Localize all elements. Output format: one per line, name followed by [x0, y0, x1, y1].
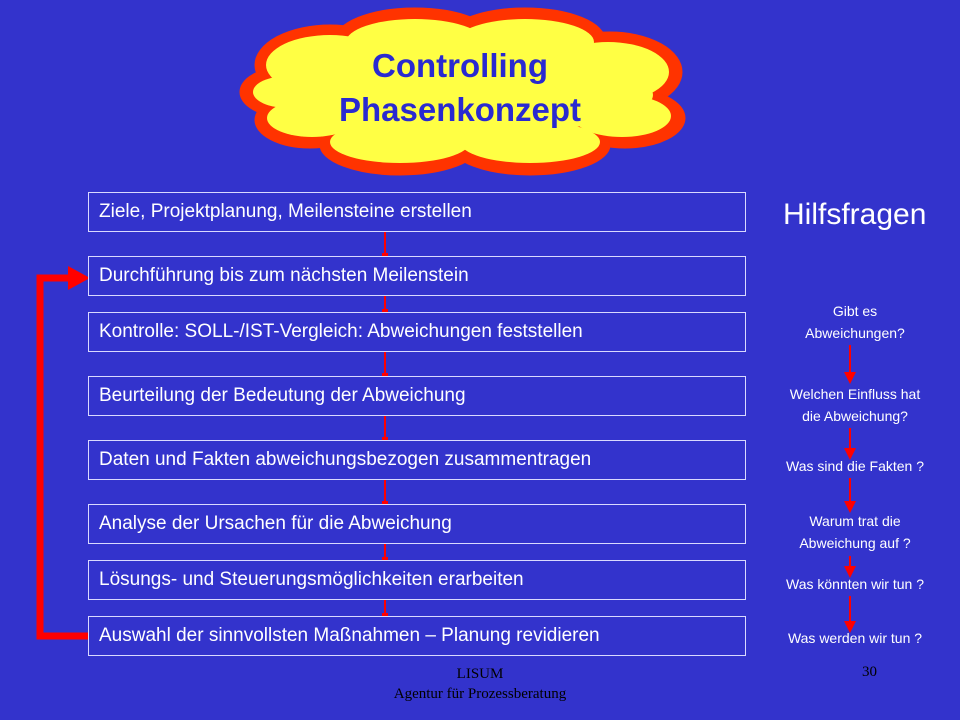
- question-2: [750, 383, 960, 427]
- hilfsfragen-title: Hilfsfragen: [783, 198, 927, 231]
- step-box-3: Kontrolle: SOLL-/IST-Vergleich: Abweichungen feststellen: [88, 312, 746, 352]
- page-number: 30: [862, 664, 877, 680]
- question-3-line-1: Was sind die Fakten ?: [786, 458, 924, 474]
- question-1-line-2: Abweichungen?: [805, 325, 905, 341]
- question-5: [750, 573, 960, 595]
- question-5-line-1: Was könnten wir tun ?: [786, 576, 924, 592]
- question-2-line-2: die Abweichung?: [802, 408, 908, 424]
- feedback-loop-arrow: [40, 278, 88, 636]
- step-box-6: Analyse der Ursachen für die Abweichung: [88, 504, 746, 544]
- step-box-7: Lösungs- und Steuerungsmöglichkeiten erarbeiten: [88, 560, 746, 600]
- question-1: [750, 300, 960, 344]
- question-3: [750, 455, 960, 477]
- step-box-4: Beurteilung der Bedeutung der Abweichung: [88, 376, 746, 416]
- question-6-line-1: Was werden wir tun ?: [787, 630, 923, 646]
- feedback-arrowhead: [68, 266, 90, 290]
- step-box-1: Ziele, Projektplanung, Meilensteine erstellen: [88, 192, 746, 232]
- title-line-2: Phasenkonzept: [338, 91, 582, 128]
- footer-organisation: [380, 664, 580, 704]
- question-4: [750, 510, 960, 554]
- question-6: [750, 627, 960, 649]
- step-box-2: Durchführung bis zum nächsten Meilenstein: [88, 256, 746, 296]
- footer-line-2: Agentur für Prozessberatung: [393, 686, 567, 702]
- question-4-line-2: Abweichung auf ?: [799, 535, 911, 551]
- title-line-1: Controlling: [372, 47, 548, 84]
- question-1-line-1: Gibt es: [832, 303, 878, 319]
- step-box-8: Auswahl der sinnvollsten Maßnahmen – Planung revidieren: [88, 616, 746, 656]
- question-4-line-1: Warum trat die: [809, 513, 901, 529]
- step-box-5: Daten und Fakten abweichungsbezogen zusammentragen: [88, 440, 746, 480]
- footer-line-1: LISUM: [456, 666, 504, 682]
- question-2-line-1: Welchen Einfluss hat: [789, 386, 921, 402]
